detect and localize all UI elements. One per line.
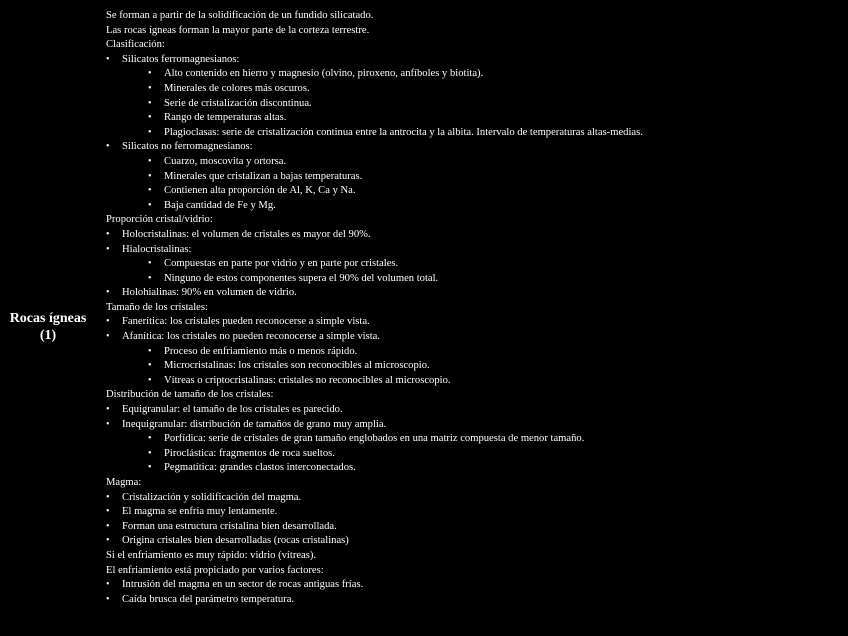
- slide-title-line-1: Rocas ígneas: [9, 311, 87, 326]
- bullet-icon: •: [106, 331, 110, 343]
- outline-text: Clasificación:: [106, 39, 165, 51]
- outline-bullet-item: [106, 359, 841, 374]
- outline-bullet-item: [106, 461, 841, 476]
- outline-text: Cuarzo, moscovita y ortorsa.: [164, 155, 287, 167]
- outline-text: Afanítica: los cristales no pueden reconocerse a simple vista.: [122, 331, 380, 343]
- outline-text: Proporción cristal/vidrio:: [106, 214, 213, 226]
- bullet-icon: •: [148, 82, 152, 94]
- outline-text: Origina cristales bien desarrolladas (rocas cristalinas): [122, 535, 349, 547]
- bullet-icon: •: [148, 126, 152, 138]
- outline-text: Inequigranular: distribución de tamaños de grano muy amplia.: [122, 418, 387, 430]
- bullet-icon: •: [106, 243, 110, 255]
- bullet-icon: •: [148, 345, 152, 357]
- outline-bullet-item: [106, 374, 841, 389]
- outline-bullet-item: [106, 199, 841, 214]
- outline-text: Piroclástica: fragmentos de roca sueltos.: [164, 447, 335, 459]
- outline-text: Magma:: [106, 477, 142, 488]
- outline-text: Tamaño de los cristales:: [106, 301, 208, 313]
- outline-heading: [106, 9, 841, 24]
- outline-bullet-item: [106, 578, 841, 593]
- outline-text: Proceso de enfriamiento más o menos rápido.: [164, 345, 358, 357]
- outline-bullet-item: [106, 505, 841, 520]
- bullet-icon: •: [148, 155, 152, 167]
- outline-bullet-item: [106, 126, 841, 141]
- outline-bullet-item: [106, 228, 841, 243]
- outline-bullet-item: [106, 272, 841, 287]
- outline-text: Plagioclasas: serie de cristalización continua entre la antrocita y la albita. Intervalo de temperaturas altas-medias.: [164, 126, 643, 138]
- outline-bullet-item: [106, 67, 841, 82]
- bullet-icon: •: [148, 433, 152, 445]
- outline-bullet-item: [106, 491, 841, 506]
- bullet-icon: •: [148, 374, 152, 386]
- outline-heading: [106, 388, 841, 403]
- outline-heading: [106, 564, 841, 579]
- outline-bullet-item: [106, 184, 841, 199]
- bullet-icon: •: [148, 185, 152, 197]
- outline-bullet-item: [106, 447, 841, 462]
- outline-bullet-item: [106, 243, 841, 258]
- bullet-icon: •: [148, 462, 152, 474]
- bullet-icon: •: [106, 53, 110, 65]
- outline-text: Caída brusca del parámetro temperatura.: [122, 593, 295, 605]
- outline-text: Si el enfriamiento es muy rápido: vidrio (vítreas).: [106, 549, 317, 561]
- outline-text: Las rocas ígneas forman la mayor parte de la corteza terrestre.: [106, 24, 370, 36]
- outline-heading: [106, 476, 841, 491]
- outline-text: Ninguno de estos componentes supera el 90% del volumen total.: [164, 272, 439, 284]
- slide-title: [4, 310, 92, 344]
- bullet-icon: •: [148, 360, 152, 372]
- bullet-icon: •: [106, 491, 110, 503]
- outline-text: El magma se enfría muy lentamente.: [122, 506, 278, 518]
- slide-body: [106, 9, 841, 607]
- outline-bullet-item: [106, 534, 841, 549]
- outline-bullet-item: [106, 432, 841, 447]
- outline-text: Intrusión del magma en un sector de rocas antiguas frías.: [122, 579, 364, 591]
- bullet-icon: •: [106, 404, 110, 416]
- bullet-icon: •: [148, 112, 152, 124]
- bullet-icon: •: [148, 97, 152, 109]
- outline-text: El enfriamiento está propiciado por varios factores:: [106, 564, 324, 576]
- outline-text: Pegmatítica: grandes clastos interconectados.: [164, 462, 356, 474]
- outline-heading: [106, 24, 841, 39]
- outline-text: Contienen alta proporción de Al, K, Ca y Na.: [164, 185, 356, 197]
- outline-text: Se forman a partir de la solidificación de un fundido silicatado.: [106, 10, 374, 21]
- outline-bullet-item: [106, 140, 841, 155]
- outline-heading: [106, 213, 841, 228]
- outline-bullet-item: [106, 97, 841, 112]
- outline-text: Alto contenido en hierro y magnesio (olvino, piroxeno, anfíboles y biotita).: [164, 68, 484, 80]
- outline-text: Minerales de colores más oscuros.: [164, 82, 310, 94]
- outline-bullet-item: [106, 111, 841, 126]
- bullet-icon: •: [106, 593, 110, 605]
- outline-bullet-item: [106, 286, 841, 301]
- bullet-icon: •: [106, 520, 110, 532]
- outline-text: Cristalización y solidificación del magma.: [122, 491, 302, 503]
- bullet-icon: •: [106, 141, 110, 153]
- outline-bullet-item: [106, 330, 841, 345]
- bullet-icon: •: [148, 272, 152, 284]
- outline-bullet-item: [106, 403, 841, 418]
- outline-text: Fanerítica: los cristales pueden reconocerse a simple vista.: [122, 316, 370, 328]
- outline-text: Vítreas o criptocristalinas: cristales no reconocibles al microscopio.: [164, 374, 451, 386]
- bullet-icon: •: [148, 170, 152, 182]
- outline-bullet-item: [106, 53, 841, 68]
- bullet-icon: •: [106, 579, 110, 591]
- outline-text: Serie de cristalización discontinua.: [164, 97, 312, 109]
- bullet-icon: •: [148, 199, 152, 211]
- outline-text: Baja cantidad de Fe y Mg.: [164, 199, 276, 211]
- bullet-icon: •: [106, 287, 110, 299]
- outline-bullet-item: [106, 593, 841, 608]
- outline-heading: [106, 549, 841, 564]
- outline-text: Silicatos no ferromagnesianos:: [122, 141, 253, 153]
- bullet-icon: •: [106, 506, 110, 518]
- outline-heading: [106, 301, 841, 316]
- bullet-icon: •: [148, 447, 152, 459]
- outline-bullet-item: [106, 82, 841, 97]
- outline-text: Distribución de tamaño de los cristales:: [106, 389, 274, 401]
- outline-text: Hialocristalinas:: [122, 243, 192, 255]
- outline-text: Holohialinas: 90% en volumen de vidrio.: [122, 287, 297, 299]
- outline-text: Porfídica: serie de cristales de gran tamaño englobados en una matriz compuesta de menor tamaño.: [164, 433, 585, 445]
- outline-text: Microcristalinas: los cristales son reconocibles al microscopio.: [164, 360, 430, 372]
- outline-bullet-item: [106, 170, 841, 185]
- outline-text: Rango de temperaturas altas.: [164, 112, 287, 124]
- outline-text: Silicatos ferromagnesianos:: [122, 53, 240, 65]
- slide-title-line-2: (1): [39, 328, 57, 343]
- outline-text: Forman una estructura cristalina bien desarrollada.: [122, 520, 337, 532]
- outline-text: Minerales que cristalizan a bajas temperaturas.: [164, 170, 363, 182]
- outline-bullet-item: [106, 315, 841, 330]
- outline-text: Equigranular: el tamaño de los cristales es parecido.: [122, 404, 343, 416]
- bullet-icon: •: [106, 418, 110, 430]
- bullet-icon: •: [106, 316, 110, 328]
- bullet-icon: •: [148, 258, 152, 270]
- outline-heading: [106, 38, 841, 53]
- outline-text: Holocristalinas: el volumen de cristales es mayor del 90%.: [122, 228, 371, 240]
- outline-bullet-item: [106, 418, 841, 433]
- outline-text: Compuestas en parte por vidrio y en parte por cristales.: [164, 258, 399, 270]
- bullet-icon: •: [106, 228, 110, 240]
- bullet-icon: •: [148, 68, 152, 80]
- outline-bullet-item: [106, 345, 841, 360]
- outline-bullet-item: [106, 155, 841, 170]
- bullet-icon: •: [106, 535, 110, 547]
- outline-bullet-item: [106, 257, 841, 272]
- outline-bullet-item: [106, 520, 841, 535]
